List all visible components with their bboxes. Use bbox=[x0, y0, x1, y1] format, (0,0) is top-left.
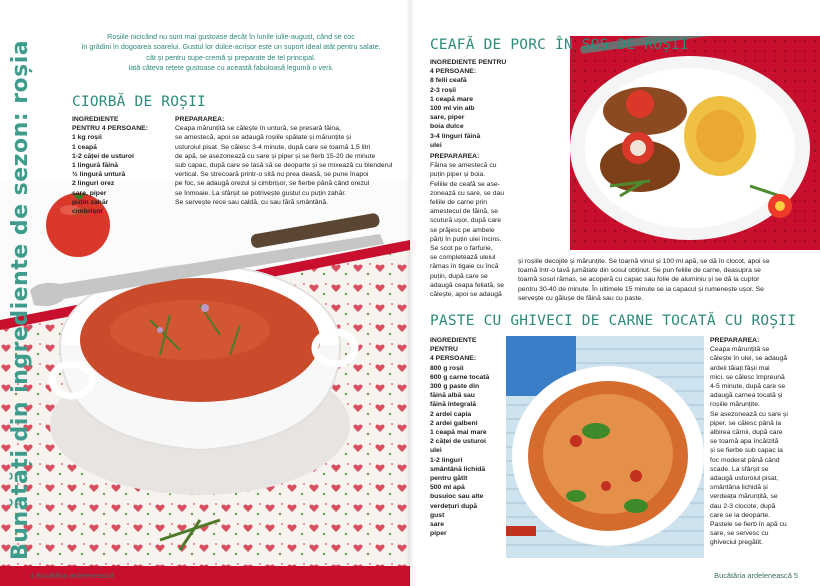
ingredients-heading: PENTRU 4 PERSOANE: bbox=[72, 125, 148, 133]
recipe3-ingredients bbox=[430, 336, 510, 538]
left-footer-text: Bucătăria ardelenească bbox=[36, 571, 114, 580]
soup-photo-graphic bbox=[0, 180, 410, 586]
prep-line: sub capac, după care se lasă să se deoparte și se mixează cu blenderul bbox=[175, 162, 393, 170]
recipe2-preparation-right bbox=[518, 257, 818, 303]
prep-line: se completează uleiul bbox=[430, 254, 496, 262]
prep-line: Făina se amestecă cu bbox=[430, 162, 497, 170]
pasta-photo-graphic bbox=[506, 336, 704, 558]
ingredient-item: cimbrișor bbox=[72, 208, 103, 216]
prep-line: se prăjesc pe ambele bbox=[430, 226, 495, 234]
ingredients-heading: INGREDIENTE PENTRU bbox=[430, 59, 507, 66]
prep-line: 4-5 minute, după care se bbox=[710, 383, 786, 391]
right-page-footer bbox=[714, 571, 798, 580]
right-page-number: 5 bbox=[793, 571, 798, 580]
ingredient-item: 500 ml apă bbox=[430, 484, 465, 492]
prep-line: zonează cu sare, se dau bbox=[430, 189, 505, 197]
ingredient-item: 1 ceapă mai mare bbox=[430, 429, 487, 437]
prep-line: vertical. Se strecoară printr-o sită nu prea deasă, se pune înapoi bbox=[175, 171, 369, 179]
prep-line: părți în puțin ulei încins. bbox=[430, 235, 502, 243]
prep-line: albirea cărnii, după care bbox=[710, 429, 783, 437]
prep-line: scutură ușor, după care bbox=[430, 217, 502, 225]
ingredient-item: verdețuri după bbox=[430, 502, 478, 510]
prep-line: Se asezonează cu sare și bbox=[710, 410, 788, 418]
prep-line: amestecul de făină, se bbox=[430, 208, 499, 216]
right-footer-text: Bucătăria ardelenească bbox=[714, 571, 792, 580]
prep-line: verdeața mărunțită, se bbox=[710, 493, 778, 501]
prep-line: ghiveciul pregătit. bbox=[710, 539, 763, 547]
prep-line: rămas în tigaie cu încă bbox=[430, 263, 499, 271]
pasta-photo bbox=[506, 336, 704, 558]
ingredients-heading: INGREDIENTE bbox=[430, 337, 477, 344]
recipe2-title: CEAFĂ DE PORC ÎN SOS DE ROȘII bbox=[430, 37, 689, 53]
ingredient-item: smântână lichidă bbox=[430, 465, 486, 473]
recipe1-title: CIORBĂ DE ROȘII bbox=[72, 94, 206, 110]
ingredient-item: 2-3 roșii bbox=[430, 86, 457, 94]
ingredient-item: ulei bbox=[430, 141, 442, 149]
prep-line: călește în ulei, se adaugă bbox=[710, 355, 788, 363]
prep-line: scade. La sfârșit se bbox=[710, 465, 769, 473]
ingredient-item: 8 felii ceafă bbox=[430, 77, 467, 85]
ingredient-item: boia dulce bbox=[430, 123, 464, 131]
prep-line: adaugă usturoiul pisat, bbox=[710, 475, 779, 483]
ingredients-heading: PENTRU bbox=[430, 346, 458, 354]
prep-line: sare, se servesc cu bbox=[710, 530, 769, 538]
ingredient-item: 1 kg roșii bbox=[72, 134, 102, 142]
recipe1-preparation bbox=[175, 115, 405, 207]
recipe3-preparation bbox=[710, 336, 816, 548]
prep-line: adaugă ceapa feliată, se bbox=[430, 281, 505, 289]
prep-line: Se servește rece sau caldă, cu sau fără smântână. bbox=[175, 198, 329, 206]
ingredient-item: făină albă sau bbox=[430, 392, 475, 400]
prep-line: și roșiile decojite și mărunțite. Se toarnă vinul și 100 ml apă, se dă în clocot, apoi se bbox=[518, 258, 770, 265]
prep-line: se toarnă apa încălzită bbox=[710, 438, 779, 446]
ingredient-item: 3-4 linguri făină bbox=[430, 132, 481, 140]
ingredient-item: 600 g carne tocată bbox=[430, 373, 490, 381]
recipe1-ingredients bbox=[72, 115, 152, 216]
prep-line: pentru 30-40 de minute. În ultimele 15 minute se ia capacul și rumenește ușor. Se bbox=[518, 285, 764, 293]
ingredient-item: 2 linguri orez bbox=[72, 180, 115, 188]
right-page bbox=[410, 0, 820, 586]
left-page-footer bbox=[30, 571, 114, 580]
prep-line: servește cu gălușe de făină sau cu paste. bbox=[518, 294, 644, 302]
prep-line: adaugă carnea tocată și bbox=[710, 392, 783, 400]
prep-line: toarnă într-o tavă jumătate din sosul obținut. Se pun feliile de carne, deasupra se bbox=[518, 267, 761, 275]
prep-line: piper, se călesc până la bbox=[710, 419, 782, 427]
intro-line: cât și pentru supe-cremă și preparate de tel principal. bbox=[146, 52, 316, 62]
ingredient-item: ½ lingură untură bbox=[72, 171, 126, 179]
ingredients-heading: 4 PERSOANE: bbox=[430, 68, 477, 76]
preparation-heading: PREPARAREA: bbox=[175, 116, 225, 123]
ingredient-item: puțin zahăr bbox=[72, 198, 109, 206]
ingredient-item: piper bbox=[430, 530, 447, 538]
prep-line: puțin, după care se bbox=[430, 272, 488, 280]
prep-line: care se ia deoparte. bbox=[710, 511, 771, 519]
recipe2-ingredients bbox=[430, 58, 530, 150]
ingredient-item: 2 căței de usturoi bbox=[430, 438, 486, 446]
ingredient-item: 800 g roșii bbox=[430, 364, 464, 372]
spread-gutter bbox=[406, 0, 414, 586]
prep-line: se înmoaie. La sfârșit se potrivește gustul cu puțin zahăr. bbox=[175, 189, 347, 197]
ingredient-item: 100 ml vin alb bbox=[430, 105, 475, 113]
prep-line: dau 2-3 clocote, după bbox=[710, 502, 776, 510]
pork-photo-graphic bbox=[550, 36, 820, 250]
ingredient-item: făină integrală bbox=[430, 401, 477, 409]
prep-line: Ceapa mărunțită se călește în untură, se presară făina, bbox=[175, 125, 341, 133]
soup-photo bbox=[0, 180, 410, 586]
prep-line: se amestecă, apoi se adaugă roșiile spălate și mărunțite și bbox=[175, 134, 352, 142]
ingredient-item: 1 lingură făină bbox=[72, 162, 119, 170]
preparation-heading: PREPARAREA: bbox=[710, 337, 760, 344]
prep-line: ardeii tăiați fâșii mai bbox=[710, 364, 770, 372]
intro-line: în grădini în dogoarea soarelui. Gustul lor dulce-acrișor este un suport ideal atât pentru salate, bbox=[81, 42, 381, 52]
ingredient-item: sare, piper bbox=[430, 114, 465, 122]
prep-line: pe foc, se adaugă orezul și cimbrișor, se fierbe până când orezul bbox=[175, 180, 370, 188]
prep-line: foc moderat până când bbox=[710, 456, 780, 464]
prep-line: călește, apoi se adaugă bbox=[430, 291, 502, 299]
ingredient-item: 1 ceapă mare bbox=[430, 95, 474, 103]
prep-line: Pastele se fierb în apă cu bbox=[710, 521, 787, 529]
left-page-number: 4 bbox=[30, 571, 35, 580]
prep-line: de apă, se asezonează cu sare și piper și se fierb 15-20 de minute bbox=[175, 152, 376, 160]
ingredient-item: 1-2 linguri bbox=[430, 456, 463, 464]
ingredient-item: busuioc sau alte bbox=[430, 493, 484, 501]
intro-line: Iată câteva rețete gustoase cu această fabuloasă legumă o verii. bbox=[128, 62, 334, 72]
prep-line: mici, se călesc împreună bbox=[710, 373, 785, 381]
pork-photo bbox=[550, 36, 820, 250]
ingredient-item: gust bbox=[430, 511, 445, 519]
prep-line: usturoiul pisat. Se călesc 3-4 minute, după care se toarnă 1,5 litri bbox=[175, 143, 371, 151]
intro-paragraph bbox=[72, 32, 390, 73]
ingredient-item: sare bbox=[430, 521, 444, 529]
ingredient-item: ulei bbox=[430, 447, 442, 455]
prep-line: și se fierbe sub capac la bbox=[710, 447, 783, 455]
prep-line: smântâna lichidă și bbox=[710, 484, 768, 492]
ingredient-item: pentru gătit bbox=[430, 475, 468, 483]
prep-line: Se scot pe o farfurie, bbox=[430, 245, 493, 253]
ingredient-item: 300 g paste din bbox=[430, 383, 480, 391]
ingredients-heading: 4 PERSOANE: bbox=[430, 355, 477, 363]
prep-line: toarnă sosul rămas, se acoperă cu capac sau folie de aluminiu și se dă la cuptor bbox=[518, 276, 760, 284]
preparation-heading: PREPARAREA: bbox=[430, 153, 480, 160]
ingredients-heading: INGREDIENTE bbox=[72, 116, 119, 123]
ingredient-item: 1-2 căței de usturoi bbox=[72, 152, 134, 160]
section-vertical-title: Bunătăți din ingrediente de sezon: roșia bbox=[8, 39, 33, 560]
intro-line: Roșiile nicicând nu sunt mai gustoase decât în lunile iulie-august, când se coc bbox=[107, 32, 355, 41]
prep-line: roșiile mărunțite. bbox=[710, 401, 760, 409]
ingredient-item: 2 ardei capia bbox=[430, 410, 472, 418]
ingredient-item: 2 ardei galbeni bbox=[430, 419, 478, 427]
recipe3-title: PASTE CU GHIVECI DE CARNE TOCATĂ CU ROȘII bbox=[430, 313, 797, 329]
prep-line: Ceapa mărunțită se bbox=[710, 346, 770, 354]
ingredient-item: sare, piper bbox=[72, 189, 107, 197]
prep-line: Feliile de ceafă se ase- bbox=[430, 180, 500, 188]
prep-line: feliile de carne prin bbox=[430, 199, 488, 207]
prep-line: puțin piper și boia. bbox=[430, 171, 486, 179]
ingredient-item: 1 ceapă bbox=[72, 143, 97, 151]
